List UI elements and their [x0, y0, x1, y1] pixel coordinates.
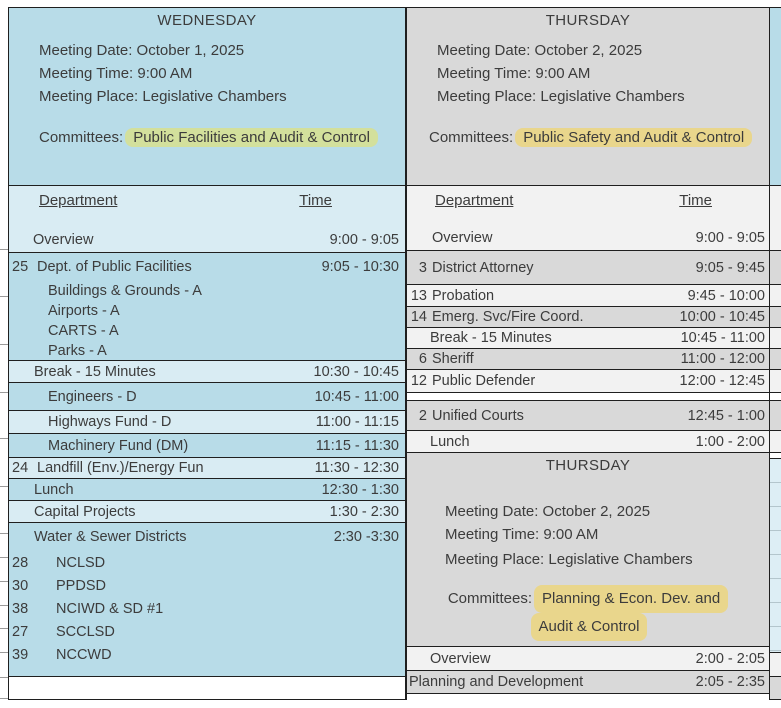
time-cell: 1:30 - 2:30 [329, 503, 399, 520]
table-row [9, 434, 405, 458]
time-cell: 12:30 - 1:30 [321, 481, 399, 498]
table-row [9, 523, 405, 677]
row-number: 12 [410, 373, 427, 389]
time-cell: 10:30 - 10:45 [313, 363, 399, 380]
gridline-tick [0, 533, 8, 534]
row-number: 28 [12, 554, 29, 571]
table-row [407, 370, 769, 393]
committees-highlight-line2: Audit & Control [531, 613, 648, 641]
district-row [9, 643, 405, 666]
sliver-segment [770, 431, 781, 453]
time-cell: 10:45 - 11:00 [314, 388, 399, 405]
department-cell: Overview [432, 230, 493, 246]
meeting-time: Meeting Time: 9:00 AM [39, 65, 193, 82]
wednesday-panel [8, 8, 407, 700]
department-cell: Engineers - D [48, 388, 137, 405]
day-title-thursday-afternoon: THURSDAY [545, 457, 631, 474]
committees-label: Committees: [39, 129, 124, 146]
table-row [407, 251, 769, 285]
thursday-panel [407, 8, 770, 700]
district-row [9, 597, 405, 620]
department-cell: Dept. of Public Facilities [37, 259, 192, 275]
time-cell: 10:45 - 11:00 [680, 330, 765, 346]
thursday-header-block [407, 8, 769, 186]
gridline-tick [0, 698, 8, 699]
table-row [407, 349, 769, 370]
meeting-time: Meeting Time: 9:00 AM [437, 65, 591, 82]
sliver-segment [770, 459, 781, 653]
sliver-segment [770, 186, 781, 251]
time-cell: 9:45 - 10:00 [687, 287, 765, 304]
row-number: 14 [410, 309, 427, 325]
table-row [407, 328, 769, 349]
table-row [407, 647, 769, 671]
committees-label: Committees: [429, 129, 514, 146]
department-cell: Water & Sewer Districts [34, 529, 187, 545]
time-cell: 11:15 - 11:30 [315, 437, 399, 454]
time-cell: 9:05 - 10:30 [321, 259, 399, 275]
department-cell: Highways Fund - D [48, 414, 172, 430]
department-column-header: Department [39, 192, 118, 209]
wednesday-column-header-section [9, 186, 405, 253]
gridline-tick [0, 581, 8, 582]
gridline-tick [0, 557, 8, 558]
table-row [407, 401, 769, 431]
wednesday-header-block [9, 8, 405, 186]
department-cell: Emerg. Svc/Fire Coord. [432, 309, 584, 325]
row-number: 13 [410, 287, 427, 304]
meeting-time: Meeting Time: 9:00 AM [445, 526, 599, 543]
time-cell: 1:00 - 2:00 [695, 433, 765, 450]
time-cell: 11:00 - 11:15 [315, 414, 399, 430]
table-row [9, 479, 405, 501]
department-cell: Machinery Fund (DM) [48, 437, 189, 454]
sub-department-row: CARTS - A [48, 323, 119, 339]
sub-department-row: Parks - A [48, 343, 107, 359]
department-cell: Overview [430, 650, 491, 667]
district-row [9, 574, 405, 597]
time-cell: 2:00 - 2:05 [695, 650, 765, 667]
day-title-thursday: THURSDAY [545, 12, 631, 29]
gridline-tick [0, 296, 8, 297]
sliver-segment [770, 307, 781, 328]
row-number: 27 [12, 623, 29, 640]
sliver-segment [770, 328, 781, 349]
table-row [407, 285, 769, 307]
time-cell: 11:30 - 12:30 [314, 460, 399, 476]
sliver-segment [770, 677, 781, 700]
row-number: 6 [418, 351, 427, 367]
row-number: 30 [12, 577, 29, 594]
meeting-date: Meeting Date: October 1, 2025 [39, 42, 245, 59]
gridline-tick [0, 677, 8, 678]
gridline-tick [0, 438, 8, 439]
gridline-tick [0, 392, 8, 393]
time-cell: 9:05 - 9:45 [695, 259, 765, 276]
time-cell: 12:00 - 12:45 [679, 373, 765, 389]
time-cell: 11:00 - 12:00 [680, 351, 765, 367]
sub-department-row: Airports - A [48, 303, 120, 319]
department-cell: Lunch [34, 481, 74, 498]
sliver-segment [770, 285, 781, 307]
sub-department-row: Buildings & Grounds - A [48, 283, 202, 299]
gridline-tick [0, 344, 8, 345]
time-cell: 12:45 - 1:00 [687, 407, 765, 424]
department-cell: Probation [432, 287, 495, 304]
committees-highlight: Public Safety and Audit & Control [515, 128, 752, 147]
time-cell: 9:00 - 9:05 [695, 230, 765, 246]
thursday-afternoon-header-block [407, 453, 769, 647]
table-row [9, 411, 405, 434]
row-number: 38 [12, 600, 29, 617]
meeting-place: Meeting Place: Legislative Chambers [39, 88, 287, 105]
gridline-tick [0, 486, 8, 487]
department-cell: Landfill (Env.)/Energy Fun [37, 460, 204, 476]
district-row [9, 620, 405, 643]
district-name: SCCLSD [56, 623, 115, 640]
committees-highlight-line1: Planning & Econ. Dev. and [534, 585, 728, 613]
meeting-place: Meeting Place: Legislative Chambers [445, 551, 693, 568]
sliver-segment [770, 401, 781, 431]
meeting-place: Meeting Place: Legislative Chambers [437, 88, 685, 105]
table-row [9, 361, 405, 383]
sliver-segment [770, 393, 781, 401]
gridline-tick [0, 605, 8, 606]
district-name: PPDSD [56, 577, 106, 594]
table-row [407, 307, 769, 328]
department-cell: Sheriff [432, 351, 474, 367]
committees-label: Committees: [447, 590, 532, 607]
department-cell: Lunch [430, 433, 470, 450]
empty-footer-cell [9, 677, 405, 700]
thursday-column-header-section [407, 186, 769, 251]
table-row [407, 671, 769, 694]
gridline-tick [0, 249, 8, 250]
gridline-tick [0, 652, 8, 653]
district-name: NCLSD [56, 554, 106, 571]
row-number: 2 [418, 407, 427, 424]
district-row [9, 551, 405, 574]
table-row [9, 253, 405, 361]
department-cell: Planning and Development [409, 674, 584, 690]
sliver-segment [770, 370, 781, 393]
table-row [9, 383, 405, 411]
time-column-header: Time [299, 192, 332, 209]
schedule-sheet [8, 7, 781, 700]
time-cell: 9:00 - 9:05 [329, 232, 399, 248]
row-number: 39 [12, 646, 29, 663]
committees-highlight: Public Facilities and Audit & Control [125, 128, 378, 147]
time-cell: 2:30 -3:30 [333, 529, 399, 545]
sliver-segment [770, 251, 781, 285]
department-column-header: Department [435, 192, 514, 209]
meeting-date: Meeting Date: October 2, 2025 [445, 503, 651, 520]
sliver-segment [770, 653, 781, 677]
adjacent-column-sliver [770, 8, 781, 700]
district-name: NCIWD & SD #1 [56, 600, 164, 617]
meeting-date: Meeting Date: October 2, 2025 [437, 42, 643, 59]
department-cell: Overview [33, 232, 94, 248]
sliver-segment [770, 349, 781, 370]
department-cell: Break - 15 Minutes [430, 330, 552, 346]
department-cell: Capital Projects [34, 503, 136, 520]
sliver-segment [770, 8, 781, 186]
spacer-row [407, 393, 769, 401]
table-row [9, 458, 405, 479]
department-cell: Break - 15 Minutes [34, 363, 156, 380]
time-column-header: Time [679, 192, 712, 209]
district-name: NCCWD [56, 646, 112, 663]
table-row [407, 431, 769, 453]
day-title-wednesday: WEDNESDAY [157, 12, 257, 29]
table-row [9, 501, 405, 523]
time-cell: 2:05 - 2:35 [695, 674, 765, 690]
row-number: 3 [418, 259, 427, 276]
gridline-tick [0, 628, 8, 629]
department-cell: Unified Courts [432, 407, 524, 424]
row-number: 25 [12, 259, 29, 275]
row-number: 24 [12, 460, 29, 476]
time-cell: 10:00 - 10:45 [679, 309, 765, 325]
department-cell: Public Defender [432, 373, 536, 389]
department-cell: District Attorney [432, 259, 534, 276]
